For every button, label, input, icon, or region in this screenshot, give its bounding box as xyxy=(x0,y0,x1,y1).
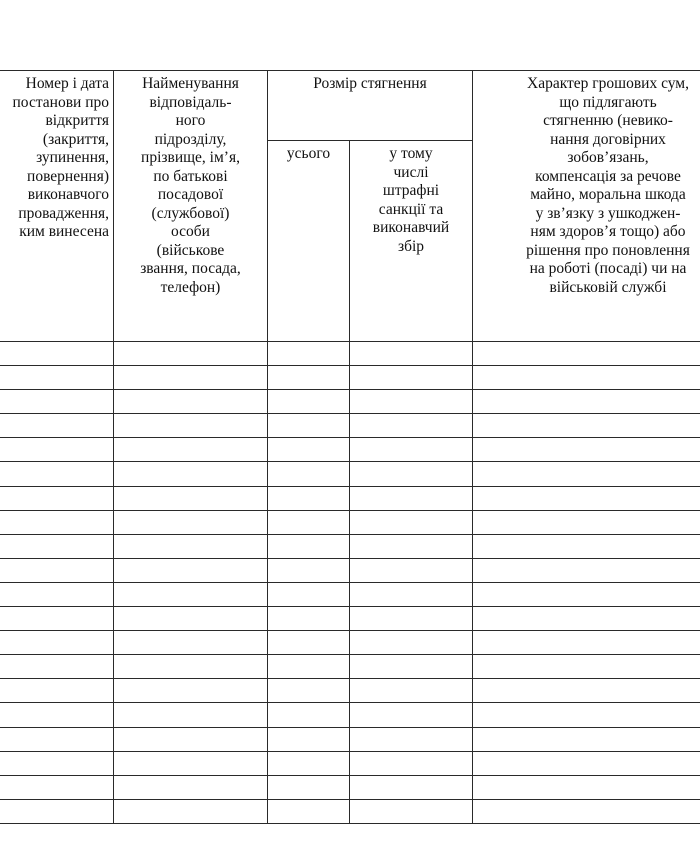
cell-unit-official[interactable] xyxy=(114,631,268,655)
cell-unit-official[interactable] xyxy=(114,799,268,823)
cell-nature[interactable] xyxy=(473,414,700,438)
cell-total[interactable] xyxy=(268,366,350,390)
cell-resolution[interactable] xyxy=(0,438,114,462)
cell-resolution[interactable] xyxy=(0,582,114,606)
header-line: військовій службі xyxy=(549,278,667,296)
cell-penalties[interactable] xyxy=(350,390,473,414)
cell-nature[interactable] xyxy=(473,510,700,534)
header-including-penalties xyxy=(350,141,473,342)
header-line: зобов’язань, xyxy=(567,149,649,166)
cell-nature[interactable] xyxy=(473,342,700,366)
header-line: компенсація за речове xyxy=(535,167,681,185)
header-line: у тому xyxy=(389,145,433,162)
cell-unit-official[interactable] xyxy=(114,727,268,751)
header-line: на роботі (посаді) чи на xyxy=(529,260,687,277)
cell-nature[interactable] xyxy=(473,462,700,486)
header-line: рішення про поновлення xyxy=(526,241,690,259)
header-line: (військове xyxy=(156,241,225,259)
cell-total[interactable] xyxy=(268,342,350,366)
cell-nature[interactable] xyxy=(473,727,700,751)
cell-total[interactable] xyxy=(268,414,350,438)
header-resolution-number-date xyxy=(0,71,114,342)
cell-unit-official[interactable] xyxy=(114,438,268,462)
header-line: ного xyxy=(175,112,206,129)
table-row xyxy=(0,438,700,462)
cell-resolution[interactable] xyxy=(0,775,114,799)
header-line: звання, посада, xyxy=(140,260,241,277)
header-line: у зв’язку з ушкоджен- xyxy=(535,204,681,222)
header-nature-of-sums xyxy=(473,71,700,342)
cell-resolution[interactable] xyxy=(0,534,114,558)
header-line: Найменування xyxy=(142,75,239,92)
cell-resolution[interactable] xyxy=(0,703,114,727)
cell-unit-official[interactable] xyxy=(114,486,268,510)
table-row xyxy=(0,534,700,558)
cell-total[interactable] xyxy=(268,510,350,534)
cell-resolution[interactable] xyxy=(0,799,114,823)
header-line: числі xyxy=(393,163,429,181)
table-row xyxy=(0,751,700,775)
table-row xyxy=(0,510,700,534)
cell-unit-official[interactable] xyxy=(114,534,268,558)
cell-resolution[interactable] xyxy=(0,510,114,534)
table-row xyxy=(0,414,700,438)
cell-nature[interactable] xyxy=(473,438,700,462)
cell-nature[interactable] xyxy=(473,775,700,799)
table-row xyxy=(0,558,700,582)
header-line: стягненню (невико- xyxy=(543,112,673,129)
cell-nature[interactable] xyxy=(473,390,700,414)
cell-resolution[interactable] xyxy=(0,342,114,366)
table-row xyxy=(0,679,700,703)
table-row xyxy=(0,366,700,390)
enforcement-register-table xyxy=(0,70,700,824)
table-row xyxy=(0,631,700,655)
cell-nature[interactable] xyxy=(473,751,700,775)
cell-total[interactable] xyxy=(268,582,350,606)
header-line: ням здоров’я тощо) або xyxy=(530,223,686,240)
table-row xyxy=(0,727,700,751)
cell-unit-official[interactable] xyxy=(114,607,268,631)
header-line: телефон) xyxy=(160,278,221,296)
cell-total[interactable] xyxy=(268,799,350,823)
cell-nature[interactable] xyxy=(473,679,700,703)
cell-unit-official[interactable] xyxy=(114,582,268,606)
table-row xyxy=(0,703,700,727)
cell-penalties[interactable] xyxy=(350,799,473,823)
header-line: зупинення, xyxy=(36,149,109,166)
cell-unit-official[interactable] xyxy=(114,414,268,438)
cell-unit-official[interactable] xyxy=(114,558,268,582)
table-row xyxy=(0,462,700,486)
header-line: (службової) xyxy=(151,204,230,222)
cell-unit-official[interactable] xyxy=(114,366,268,390)
cell-penalties[interactable] xyxy=(350,679,473,703)
table-row xyxy=(0,486,700,510)
cell-resolution[interactable] xyxy=(0,631,114,655)
header-line: постанови про xyxy=(12,93,109,111)
cell-penalties[interactable] xyxy=(350,655,473,679)
header-line: Характер грошових сум, xyxy=(527,75,689,92)
header-line: що підлягають xyxy=(559,93,657,111)
cell-nature[interactable] xyxy=(473,703,700,727)
table-row xyxy=(0,655,700,679)
cell-nature[interactable] xyxy=(473,631,700,655)
cell-total[interactable] xyxy=(268,607,350,631)
cell-unit-official[interactable] xyxy=(114,679,268,703)
cell-resolution[interactable] xyxy=(0,486,114,510)
cell-resolution[interactable] xyxy=(0,727,114,751)
cell-nature[interactable] xyxy=(473,486,700,510)
table-row xyxy=(0,775,700,799)
cell-unit-official[interactable] xyxy=(114,342,268,366)
cell-nature[interactable] xyxy=(473,558,700,582)
cell-penalties[interactable] xyxy=(350,366,473,390)
table-row xyxy=(0,390,700,414)
cell-total[interactable] xyxy=(268,558,350,582)
cell-nature[interactable] xyxy=(473,799,700,823)
cell-penalties[interactable] xyxy=(350,582,473,606)
cell-total[interactable] xyxy=(268,534,350,558)
cell-unit-official[interactable] xyxy=(114,390,268,414)
header-line: майно, моральна шкода xyxy=(530,186,686,203)
header-total: усього xyxy=(268,141,350,342)
cell-total[interactable] xyxy=(268,631,350,655)
header-line: повернення) xyxy=(27,167,109,185)
cell-total[interactable] xyxy=(268,438,350,462)
header-line: виконавчого xyxy=(27,186,109,203)
table-row xyxy=(0,342,700,366)
header-line: відповідаль- xyxy=(149,93,232,111)
cell-resolution[interactable] xyxy=(0,607,114,631)
cell-penalties[interactable] xyxy=(350,703,473,727)
cell-resolution[interactable] xyxy=(0,366,114,390)
header-line: посадової xyxy=(157,186,224,203)
cell-total[interactable] xyxy=(268,775,350,799)
header-line: провадження, xyxy=(18,204,109,222)
cell-total[interactable] xyxy=(268,462,350,486)
cell-nature[interactable] xyxy=(473,534,700,558)
cell-resolution[interactable] xyxy=(0,558,114,582)
header-line: нання договірних xyxy=(550,130,666,148)
header-line: санкції та xyxy=(378,200,444,218)
cell-resolution[interactable] xyxy=(0,655,114,679)
cell-total[interactable] xyxy=(268,655,350,679)
header-line: прізвище, ім’я, xyxy=(141,149,240,166)
cell-total[interactable] xyxy=(268,703,350,727)
header-line: особи xyxy=(171,223,210,240)
cell-penalties[interactable] xyxy=(350,414,473,438)
cell-unit-official[interactable] xyxy=(114,703,268,727)
cell-resolution[interactable] xyxy=(0,679,114,703)
cell-unit-official[interactable] xyxy=(114,775,268,799)
cell-unit-official[interactable] xyxy=(114,655,268,679)
cell-total[interactable] xyxy=(268,390,350,414)
cell-penalties[interactable] xyxy=(350,462,473,486)
cell-penalties[interactable] xyxy=(350,631,473,655)
cell-total[interactable] xyxy=(268,727,350,751)
header-recovery-amount: Розмір стягнення xyxy=(268,71,473,141)
cell-resolution[interactable] xyxy=(0,414,114,438)
header-line: підрозділу, xyxy=(154,130,227,148)
cell-total[interactable] xyxy=(268,486,350,510)
header-line: по батькові xyxy=(153,167,228,185)
cell-resolution[interactable] xyxy=(0,751,114,775)
table-row xyxy=(0,582,700,606)
cell-penalties[interactable] xyxy=(350,510,473,534)
cell-penalties[interactable] xyxy=(350,775,473,799)
cell-total[interactable] xyxy=(268,751,350,775)
header-line: Номер і дата xyxy=(25,75,109,92)
table-header xyxy=(0,71,700,342)
cell-penalties[interactable] xyxy=(350,558,473,582)
cell-penalties[interactable] xyxy=(350,607,473,631)
cell-unit-official[interactable] xyxy=(114,510,268,534)
header-line: збір xyxy=(397,237,425,255)
table-row xyxy=(0,799,700,823)
cell-penalties[interactable] xyxy=(350,438,473,462)
cell-unit-official[interactable] xyxy=(114,462,268,486)
cell-resolution[interactable] xyxy=(0,462,114,486)
cell-penalties[interactable] xyxy=(350,727,473,751)
cell-unit-official[interactable] xyxy=(114,751,268,775)
table-row xyxy=(0,607,700,631)
cell-nature[interactable] xyxy=(473,582,700,606)
header-line: (закриття, xyxy=(42,130,109,148)
header-line: штрафні xyxy=(382,182,440,199)
table-body xyxy=(0,342,700,824)
header-unit-official xyxy=(114,71,268,342)
cell-nature[interactable] xyxy=(473,607,700,631)
cell-resolution[interactable] xyxy=(0,390,114,414)
header-line: відкриття xyxy=(45,112,109,129)
cell-penalties[interactable] xyxy=(350,751,473,775)
cell-penalties[interactable] xyxy=(350,342,473,366)
cell-total[interactable] xyxy=(268,679,350,703)
cell-nature[interactable] xyxy=(473,655,700,679)
header-line: ким винесена xyxy=(19,223,109,240)
header-row-top xyxy=(0,71,700,141)
cell-nature[interactable] xyxy=(473,366,700,390)
header-line: виконавчий xyxy=(372,219,450,236)
cell-penalties[interactable] xyxy=(350,534,473,558)
cell-penalties[interactable] xyxy=(350,486,473,510)
